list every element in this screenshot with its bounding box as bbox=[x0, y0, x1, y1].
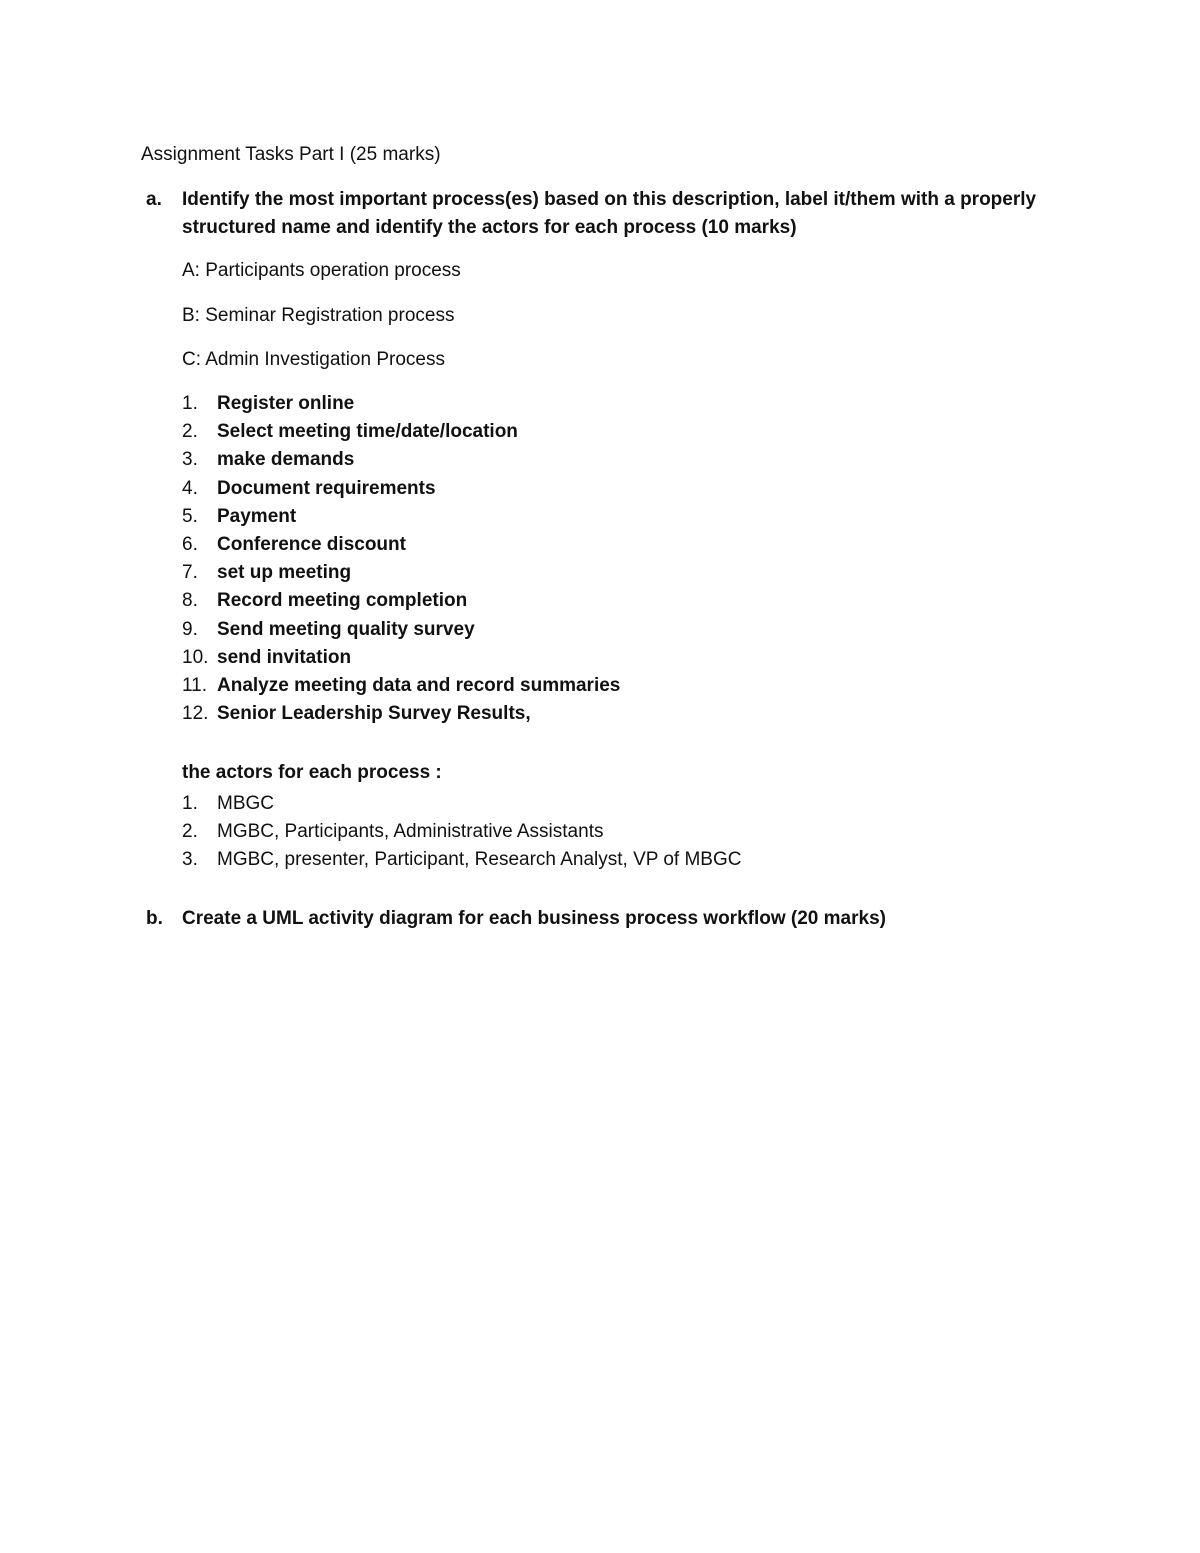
list-item: 4. Document requirements bbox=[182, 477, 436, 499]
actors-list bbox=[182, 790, 741, 875]
list-item: 5. Payment bbox=[182, 505, 297, 527]
process-steps-list bbox=[182, 390, 620, 728]
list-item: 2. MGBC, Participants, Administrative Assistants bbox=[182, 821, 604, 843]
list-item: 7. set up meeting bbox=[182, 562, 352, 584]
list-item: 10. send invitation bbox=[182, 646, 352, 668]
list-item: 3. MGBC, presenter, Participant, Research Analyst, VP of MBGC bbox=[182, 849, 742, 871]
list-item: 11. Analyze meeting data and record summaries bbox=[182, 674, 621, 696]
list-item: 3. make demands bbox=[182, 449, 355, 471]
question-b-text: Create a UML activity diagram for each business process workflow (20 marks) bbox=[182, 908, 886, 929]
list-item: 1. MBGC bbox=[182, 793, 274, 814]
actors-label: the actors for each process : bbox=[182, 762, 442, 783]
list-item: 1. Register online bbox=[182, 393, 355, 414]
question-a-marker: a. bbox=[146, 189, 162, 210]
list-item: 9. Send meeting quality survey bbox=[182, 618, 475, 640]
process-b: B: Seminar Registration process bbox=[182, 305, 455, 326]
assignment-heading: Assignment Tasks Part I (25 marks) bbox=[141, 144, 441, 165]
process-c: C: Admin Investigation Process bbox=[182, 349, 445, 370]
list-item: 6. Conference discount bbox=[182, 533, 406, 555]
list-item: 8. Record meeting completion bbox=[182, 590, 468, 612]
question-a-text: Identify the most important process(es) based on this description, label it/them with a properly structured name and identify the actors for each process (10 marks) bbox=[182, 189, 1037, 238]
process-a: A: Participants operation process bbox=[182, 260, 461, 281]
list-item: 2. Select meeting time/date/location bbox=[182, 421, 518, 443]
list-item: 12. Senior Leadership Survey Results, bbox=[182, 703, 531, 725]
question-b-marker: b. bbox=[146, 908, 163, 929]
